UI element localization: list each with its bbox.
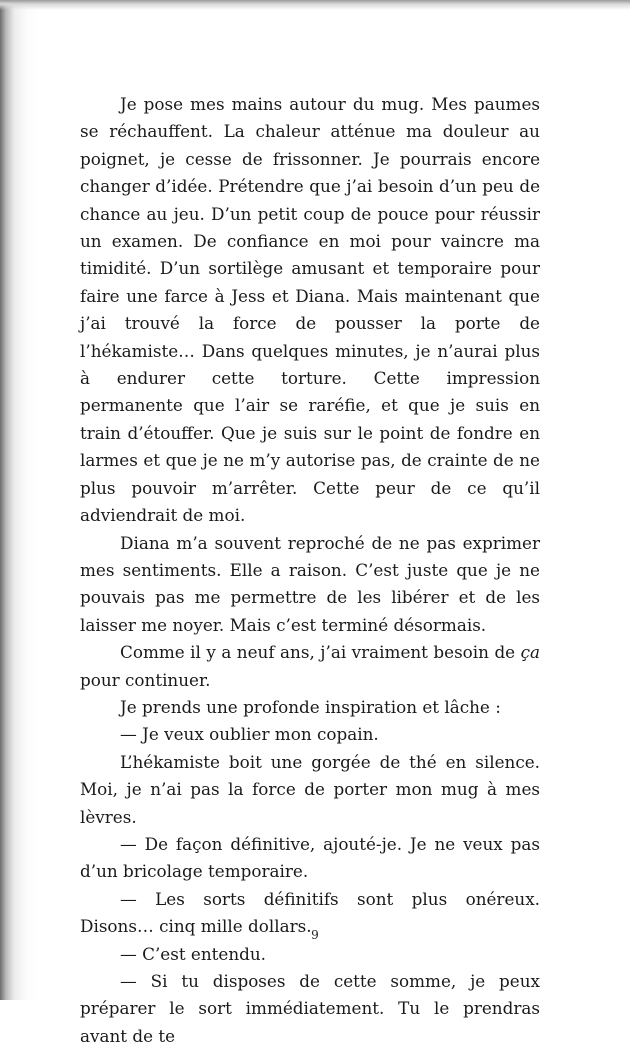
dialogue-4: — C’est entendu. [120,943,267,964]
paragraph-4: Je prends une profonde inspiration et lâche : [120,696,501,717]
paragraph-3 [80,639,540,694]
dialogue-5: — Si tu disposes de cette somme, je peux préparer le sort immédiatement. Tu le prendras avant de te [80,971,540,1046]
paragraph-1: Je pose mes mains autour du mug. Mes paumes se réchauffent. La chaleur atténue ma douleur au poignet, je cesse de frissonner. Je pourrais encore changer d’idée. Prétendre que j’ai besoin d’un peu de chance au jeu. D’un petit coup de pouce pour réussir un examen. De confiance en moi pour vaincre ma timidité. D’un sortilège amusant et temporaire pour faire une farce à Jess et Diana. Mais maintenant que j’ai trouvé la force de pousser la porte de l’hékamiste… Dans quelques minutes, je n’aurai plus à endurer cette torture. Cette impression permanente que l’air se raréfie, et que je suis en train d’étouffer. Que je suis sur le point de fondre en larmes et que je ne m’y autorise pas, de crainte de ne plus pouvoir m’arrêter. Cette peur de ce qu’il adviendrait de moi. [80,94,540,526]
paragraph-3-start: Comme il y a neuf ans, j’ai vraiment besoin de [120,642,521,663]
paragraph-2: Diana m’a souvent reproché de ne pas exprimer mes sentiments. Elle a raison. C’est juste que je ne pouvais pas me permettre de les libérer et de les laisser me noyer. Mais c’est terminé désormais. [80,532,540,635]
emphasized-word: ça [520,642,540,663]
dialogue-1: — Je veux oublier mon copain. [120,724,379,745]
body-text [80,91,540,1050]
page-number: 9 [311,928,319,942]
dialogue-3: — Les sorts définitifs sont plus onéreux. Disons… cinq mille dollars. [80,888,540,937]
dialogue-2: — De façon définitive, ajouté-je. Je ne veux pas d’un bricolage temporaire. [80,833,540,882]
paragraph-3-end: pour continuer. [80,669,211,690]
page-edge-shadow [0,0,630,10]
paragraph-6: L’hékamiste boit une gorgée de thé en silence. Moi, je n’ai pas la force de porter mon mug à mes lèvres. [80,751,540,827]
